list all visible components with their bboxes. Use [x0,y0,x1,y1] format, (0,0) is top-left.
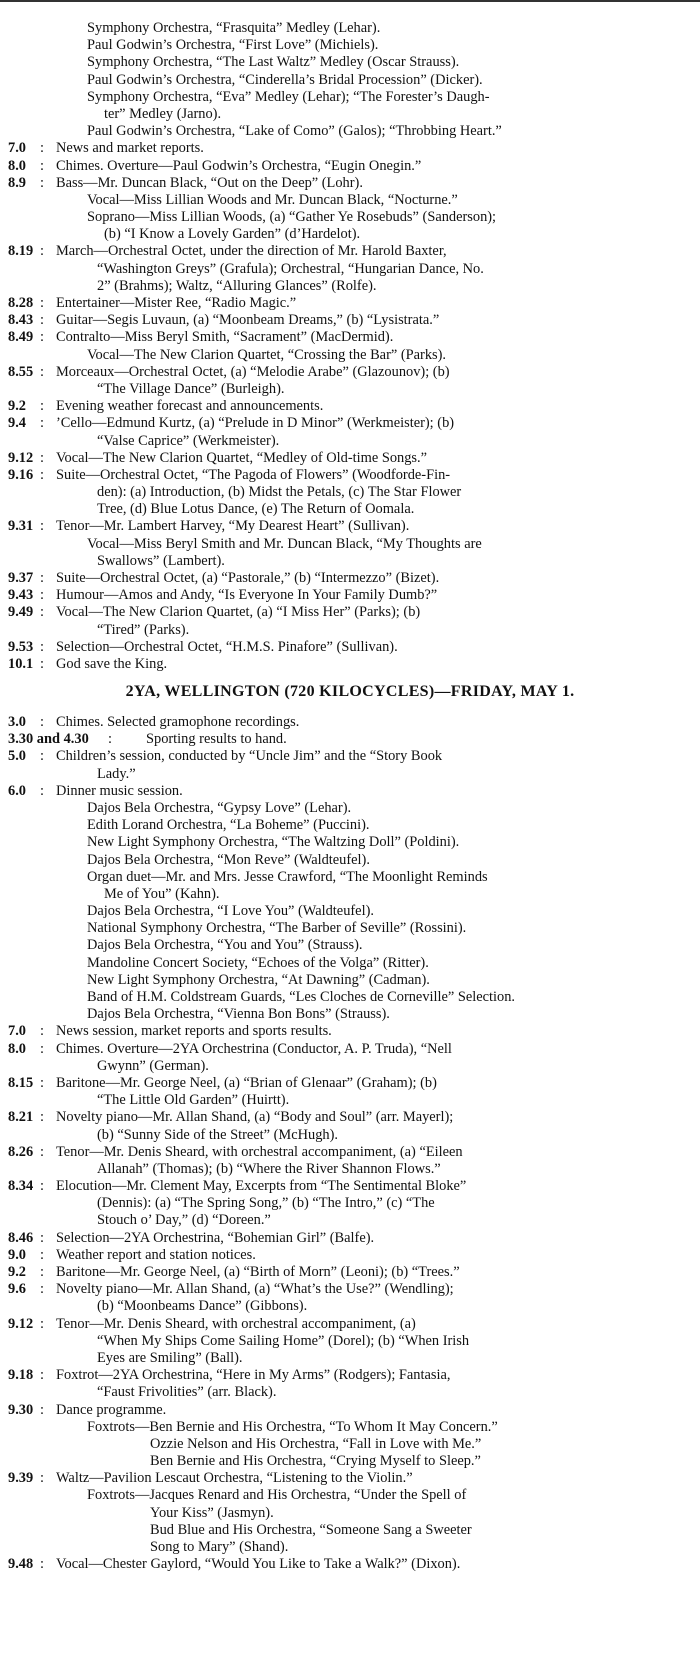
time-label: 9.2 [8,1264,26,1280]
program-line [0,1041,700,1058]
program-line [0,834,700,851]
program-text: Dinner music session. [56,782,183,799]
program-text: Edith Lorand Orchestra, “La Boheme” (Puccini). [87,817,370,834]
program-text: Tree, (d) Blue Lotus Dance, (e) The Return of Oomala. [97,501,415,518]
program-line [0,886,700,903]
program-text: Dajos Bela Orchestra, “Gypsy Love” (Lehar). [87,799,352,816]
program-line [0,37,700,54]
time-separator: : [40,312,44,329]
time-separator: : [40,748,44,765]
time-separator: : [40,1109,44,1126]
time-label: 9.6 [8,1281,26,1298]
program-text: Chimes. Selected gramophone recordings. [56,714,300,730]
program-text: “Tired” (Parks). [97,621,190,638]
time-label: 9.49 [8,604,34,621]
time-label: 8.0 [8,157,26,174]
time-label: 9.4 [8,415,26,432]
program-text: Children’s session, conducted by “Uncle Jim” and the “Story Book [56,748,443,765]
program-line [0,467,700,484]
program-line [0,1402,700,1419]
program-line [0,381,700,398]
program-line [0,903,700,920]
program-text: Morceaux—Orchestral Octet, (a) “Melodie Arabe” (Glazounov); (b) [56,363,450,380]
program-line [0,1522,700,1539]
program-text: Symphony Orchestra, “Eva” Medley (Lehar); “The Forester’s Daugh- [87,88,490,105]
time-separator: : [40,1040,44,1057]
time-separator: : [40,604,44,621]
program-text: (b) “I Know a Lovely Garden” (d’Hardelot). [104,226,361,243]
program-text: Vocal—Miss Beryl Smith and Mr. Duncan Black, “My Thoughts are [87,535,482,552]
program-line [0,1075,700,1092]
program-text: ter” Medley (Jarno). [104,105,222,122]
time-separator: : [40,140,44,157]
program-text: Humour—Amos and Andy, “Is Everyone In Your Family Dumb?” [56,587,438,604]
time-label: 8.0 [8,1040,26,1057]
program-text: Swallows” (Lambert). [97,552,225,569]
program-text: Symphony Orchestra, “The Last Waltz” Medley (Oscar Strauss). [87,54,460,71]
program-line [0,1316,700,1333]
program-text: Bud Blue and His Orchestra, “Someone Sang a Sweeter [150,1521,472,1538]
program-line [0,656,700,673]
program-text: Eyes are Smiling” (Ball). [97,1349,243,1366]
time-separator: : [40,1315,44,1332]
program-text: “When My Ships Come Sailing Home” (Dorel); (b) “When Irish [97,1332,470,1349]
program-text: Chimes. Overture—Paul Godwin’s Orchestra, “Eugin Onegin.” [56,157,422,174]
time-separator: : [40,1143,44,1160]
program-text: Ben Bernie and His Orchestra, “Crying Myself to Sleep.” [150,1453,481,1470]
program-line [0,192,700,209]
time-separator: : [40,398,44,415]
program-text: Selection—Orchestral Octet, “H.M.S. Pinafore” (Sullivan). [56,638,398,655]
time-label: 8.43 [8,312,34,329]
program-line [0,714,700,731]
time-label: 8.21 [8,1109,34,1126]
program-text: Me of You” (Kahn). [104,885,220,902]
program-text: Tenor—Mr. Denis Sheard, with orchestral accompaniment, (a) [56,1315,416,1332]
time-label: 8.34 [8,1178,34,1195]
program-text: Contralto—Miss Beryl Smith, “Sacrament” (MacDermid). [56,329,394,346]
program-line [0,398,700,415]
program-line [0,1487,700,1504]
time-separator: : [40,1264,44,1280]
program-line [0,484,700,501]
time-label: 8.46 [8,1229,34,1246]
program-line [0,622,700,639]
program-text: Dance programme. [56,1401,167,1418]
top-rule [0,0,700,2]
program-line [0,1230,700,1247]
time-label: 9.48 [8,1556,34,1573]
program-line [0,972,700,989]
time-separator: : [40,638,44,655]
program-line [0,501,700,518]
program-line [0,869,700,886]
time-label: 8.9 [8,174,26,191]
time-separator: : [40,243,44,260]
time-label: 8.19 [8,243,34,260]
program-text: Paul Godwin’s Orchestra, “Cinderella’s Bridal Procession” (Dicker). [87,71,483,88]
program-line [0,766,700,783]
program-line [0,72,700,89]
program-text: News session, market reports and sports results. [56,1023,332,1040]
program-text: Tenor—Mr. Denis Sheard, with orchestral accompaniment, (a) “Eileen [56,1143,463,1160]
program-line [0,955,700,972]
program-line [0,1367,700,1384]
program-text: Elocution—Mr. Clement May, Excerpts from “The Sentimental Bloke” [56,1178,467,1195]
time-label: 3.30 and 4.30 [8,731,89,748]
time-separator: : [40,782,44,799]
program-line [0,731,700,748]
program-line [0,1144,700,1161]
program-line [0,1178,700,1195]
program-line [0,1298,700,1315]
time-separator: : [40,1401,44,1418]
time-label: 8.55 [8,363,34,380]
time-separator: : [40,415,44,432]
program-line [0,1264,700,1281]
program-line [0,140,700,157]
time-label: 9.53 [8,638,34,655]
station-heading: 2YA, WELLINGTON (720 KILOCYCLES)—FRIDAY, MAY 1. [125,683,575,700]
program-line [0,243,700,260]
program-text: Evening weather forecast and announcements. [56,398,324,415]
program-text: Lady.” [97,765,136,782]
time-separator: : [40,1023,44,1040]
program-text: Song to Mary” (Shand). [150,1539,289,1555]
time-separator: : [40,329,44,346]
program-line [0,1058,700,1075]
time-separator: : [40,1229,44,1246]
time-label: 8.28 [8,295,34,311]
program-line [0,1247,700,1264]
time-label: 9.12 [8,449,34,466]
time-label: 6.0 [8,782,26,799]
time-label: 9.2 [8,398,26,415]
program-line [0,106,700,123]
program-line [0,1470,700,1487]
program-line [0,89,700,106]
program-line [0,20,700,37]
program-text: Vocal—The New Clarion Quartet, “Medley of Old-time Songs.” [56,449,428,466]
program-text: “The Village Dance” (Burleigh). [97,380,285,397]
program-text: Novelty piano—Mr. Allan Shand, (a) “What’s the Use?” (Wendling); [56,1281,454,1298]
program-line [0,536,700,553]
program-line [0,1384,700,1401]
time-label: 8.49 [8,329,34,346]
program-text: Foxtrots—Ben Bernie and His Orchestra, “To Whom It May Concern.” [87,1418,498,1435]
program-line [0,783,700,800]
program-text: Bass—Mr. Duncan Black, “Out on the Deep” (Lohr). [56,174,363,191]
program-text: Your Kiss” (Jasmyn). [150,1504,274,1521]
program-text: Baritone—Mr. George Neel, (a) “Birth of Morn” (Leoni); (b) “Trees.” [56,1264,460,1280]
program-line [0,604,700,621]
program-line [0,123,700,140]
program-line [0,1505,700,1522]
program-line [0,261,700,278]
program-text: New Light Symphony Orchestra, “At Dawning” (Cadman). [87,971,430,988]
program-line [0,1161,700,1178]
program-text: Sporting results to hand. [146,731,287,748]
program-text: Entertainer—Mister Ree, “Radio Magic.” [56,295,297,311]
time-label: 9.39 [8,1470,34,1487]
program-text: (Dennis): (a) “The Spring Song,” (b) “The Intro,” (c) “The [97,1195,435,1212]
time-separator: : [40,295,44,311]
program-text: “Valse Caprice” (Werkmeister). [97,432,280,449]
time-label: 9.0 [8,1246,26,1263]
program-line [0,1556,700,1573]
program-text: Gwynn” (German). [97,1057,209,1074]
time-label: 9.43 [8,587,34,604]
program-text: Vocal—The New Clarion Quartet, “Crossing the Bar” (Parks). [87,346,447,363]
program-text: March—Orchestral Octet, under the direction of Mr. Harold Baxter, [56,243,447,260]
time-separator: : [40,1246,44,1263]
time-separator: : [40,466,44,483]
program-text: ’Cello—Edmund Kurtz, (a) “Prelude in D Minor” (Werkmeister); (b) [56,415,455,432]
program-line [0,1006,700,1023]
program-line [0,450,700,467]
program-text: Suite—Orchestral Octet, “The Pagoda of Flowers” (Woodforde-Fin- [56,466,451,483]
program-line [0,1109,700,1126]
program-text: National Symphony Orchestra, “The Barber of Seville” (Rossini). [87,920,467,937]
program-text: Dajos Bela Orchestra, “Vienna Bon Bons” (Strauss). [87,1006,390,1023]
time-separator: : [40,1470,44,1487]
program-text: Band of H.M. Coldstream Guards, “Les Cloches de Corneville” Selection. [87,989,516,1005]
program-line [0,415,700,432]
program-text: “The Little Old Garden” (Huirtt). [97,1092,290,1109]
program-text: 2” (Brahms); Waltz, “Alluring Glances” (Rolfe). [97,277,377,294]
program-text: New Light Symphony Orchestra, “The Waltzing Doll” (Poldini). [87,834,460,851]
program-text: Novelty piano—Mr. Allan Shand, (a) “Body and Soul” (arr. Mayerl); [56,1109,454,1126]
program-line [0,329,700,346]
program-line [0,1333,700,1350]
program-line [0,347,700,364]
program-text: Symphony Orchestra, “Frasquita” Medley (Lehar). [87,20,381,36]
time-separator: : [40,1281,44,1298]
program-line [0,1127,700,1144]
program-text: Paul Godwin’s Orchestra, “First Love” (Michiels). [87,37,379,54]
program-line [0,364,700,381]
program-line [0,312,700,329]
program-line [0,748,700,765]
program-section-2 [0,714,700,1573]
program-text: God save the King. [56,655,168,672]
program-text: Foxtrots—Jacques Renard and His Orchestra, “Under the Spell of [87,1487,467,1504]
time-separator: : [40,1367,44,1384]
program-text: Dajos Bela Orchestra, “You and You” (Strauss). [87,937,363,954]
time-separator: : [40,655,44,672]
program-line [0,937,700,954]
program-text: Dajos Bela Orchestra, “Mon Reve” (Waldteufel). [87,851,370,868]
program-line [0,226,700,243]
program-text: “Faust Frivolities” (arr. Black). [97,1384,277,1401]
program-line [0,639,700,656]
program-line [0,209,700,226]
program-line [0,1195,700,1212]
program-text: Selection—2YA Orchestrina, “Bohemian Girl” (Balfe). [56,1229,375,1246]
program-text: Organ duet—Mr. and Mrs. Jesse Crawford, “The Moonlight Reminds [87,868,488,885]
time-separator: : [40,157,44,174]
time-label: 9.12 [8,1315,34,1332]
time-label: 7.0 [8,140,26,157]
program-line [0,1539,700,1556]
time-separator: : [40,1074,44,1091]
program-line [0,295,700,312]
program-line [0,1436,700,1453]
program-line [0,1350,700,1367]
program-line [0,553,700,570]
time-separator: : [40,363,44,380]
program-text: Waltz—Pavilion Lescaut Orchestra, “Listening to the Violin.” [56,1470,413,1487]
program-text: “Washington Greys” (Grafula); Orchestral, “Hungarian Dance, No. [97,260,484,277]
program-text: Soprano—Miss Lillian Woods, (a) “Gather Ye Rosebuds” (Sanderson); [87,209,497,226]
program-line [0,1453,700,1470]
program-text: Suite—Orchestral Octet, (a) “Pastorale,” (b) “Intermezzo” (Bizet). [56,570,440,586]
time-label: 8.15 [8,1074,34,1091]
program-text: Mandoline Concert Society, “Echoes of the Volga” (Ritter). [87,954,429,971]
time-separator: : [40,570,44,586]
program-text: Stouch o’ Day,” (d) “Doreen.” [97,1212,271,1229]
program-text: News and market reports. [56,140,204,157]
program-line [0,1212,700,1229]
program-line [0,570,700,587]
time-separator: : [40,1178,44,1195]
program-text: (b) “Moonbeams Dance” (Gibbons). [97,1298,308,1315]
program-text: Ozzie Nelson and His Orchestra, “Fall in Love with Me.” [150,1435,482,1452]
program-line [0,800,700,817]
program-text: (b) “Sunny Side of the Street” (McHugh). [97,1126,338,1143]
program-line [0,587,700,604]
time-separator: : [108,731,112,748]
program-line [0,920,700,937]
program-text: Weather report and station notices. [56,1246,256,1263]
time-label: 9.18 [8,1367,34,1384]
time-label: 9.16 [8,466,34,483]
program-text: den): (a) Introduction, (b) Midst the Petals, (c) The Star Flower [97,484,462,501]
program-line [0,1092,700,1109]
time-label: 8.26 [8,1143,34,1160]
program-text: Chimes. Overture—2YA Orchestrina (Conductor, A. P. Truda), “Nell [56,1040,452,1057]
program-text: Tenor—Mr. Lambert Harvey, “My Dearest Heart” (Sullivan). [56,518,410,535]
time-label: 10.1 [8,655,34,672]
time-separator: : [40,174,44,191]
program-line [0,278,700,295]
time-label: 3.0 [8,714,26,730]
time-separator: : [40,1556,44,1573]
program-line [0,175,700,192]
time-label: 9.37 [8,570,34,586]
time-separator: : [40,518,44,535]
program-text: Dajos Bela Orchestra, “I Love You” (Waldteufel). [87,903,374,920]
time-label: 9.31 [8,518,34,535]
time-label: 5.0 [8,748,26,765]
program-text: Foxtrot—2YA Orchestrina, “Here in My Arms” (Rodgers); Fantasia, [56,1367,451,1384]
program-line [0,54,700,71]
program-text: Guitar—Segis Luvaun, (a) “Moonbeam Dreams,” (b) “Lysistrata.” [56,312,440,329]
program-text: Allanah” (Thomas); (b) “Where the River Shannon Flows.” [97,1160,441,1177]
program-line [0,518,700,535]
program-line [0,989,700,1006]
program-text: Vocal—Miss Lillian Woods and Mr. Duncan Black, “Nocturne.” [87,191,458,208]
time-separator: : [40,714,44,730]
program-line [0,817,700,834]
program-text: Paul Godwin’s Orchestra, “Lake of Como” (Galos); “Throbbing Heart.” [87,123,502,140]
program-text: Vocal—Chester Gaylord, “Would You Like to Take a Walk?” (Dixon). [56,1556,461,1573]
time-label: 9.30 [8,1401,34,1418]
program-line [0,433,700,450]
program-section-1 [0,20,700,673]
time-label: 7.0 [8,1023,26,1040]
program-line [0,852,700,869]
program-line [0,158,700,175]
program-line [0,1419,700,1436]
program-text: Baritone—Mr. George Neel, (a) “Brian of Glenaar” (Graham); (b) [56,1074,437,1091]
time-separator: : [40,587,44,604]
program-line [0,1281,700,1298]
time-separator: : [40,449,44,466]
program-line [0,1023,700,1040]
program-text: Vocal—The New Clarion Quartet, (a) “I Miss Her” (Parks); (b) [56,604,421,621]
